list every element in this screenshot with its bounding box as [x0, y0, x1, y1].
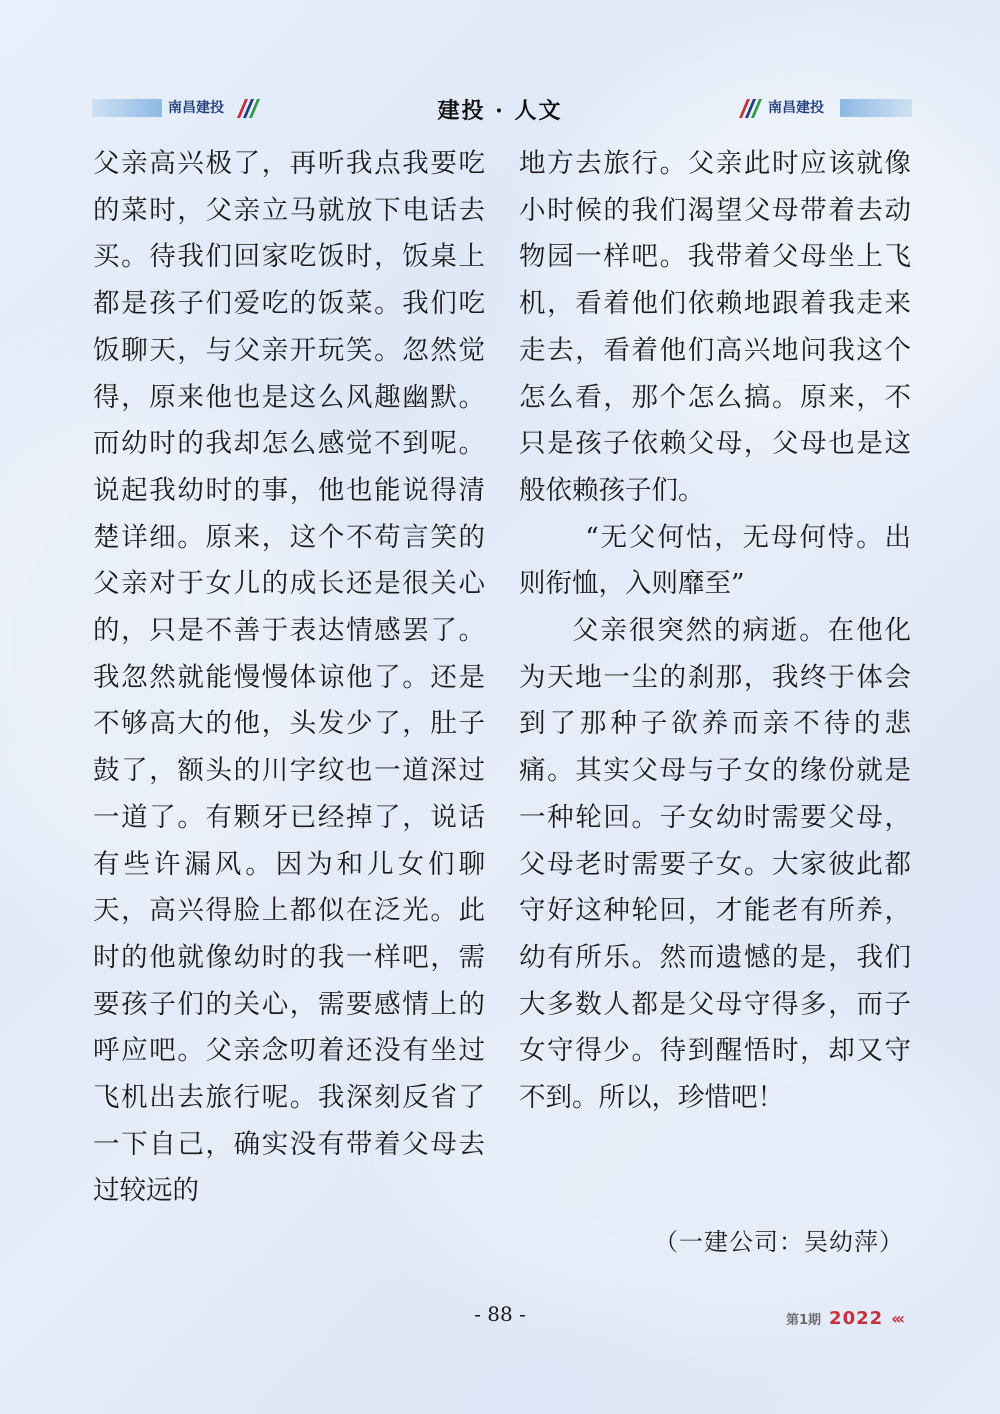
chevron-left-icon: ‹‹‹ — [891, 1308, 902, 1328]
issue-year: 2022 — [829, 1307, 884, 1329]
article-paragraph: 父亲高兴极了，再听我点我要吃的菜时，父亲立马就放下电话去买。待我们回家吃饭时，饭桌上都是孩子们爱吃的饭菜。我们吃饭聊天，与父亲开玩笑。忽然觉得，原来他也是这么风趣幽默。而幼时的我却怎么感觉不到呢。说起我幼时的事，他也能说得清楚详细。原来，这个不苟言笑的父亲对于女儿的成长还是很关心的，只是不善于表达情感罢了。我忽然就能慢慢体谅他了。还是不够高大的他，头发少了，肚子鼓了，额头的川字纹也一道深过一道了。有颗牙已经掉了，说话有些许漏风。因为和儿女们聊天，高兴得脸上都似在泛光。此时的他就像幼时的我一样吧，需要孩子们的关心，需要感情上的呼应吧。父亲念叨着还没有坐过飞机出去旅行呢。我深刻反省了一下自己，确实没有带着父母去过较远的 — [93, 148, 485, 1207]
article-quote: “无父何怙，无母何恃。出则衔恤，入则靡至” — [519, 521, 911, 600]
brand-logo-text: 南昌建投 — [768, 100, 824, 116]
brand-logo-right — [736, 96, 912, 120]
brand-logo-text: 南昌建投 — [168, 100, 224, 116]
brand-stripes-icon — [736, 96, 762, 120]
article-paragraph: 父亲很突然的病逝。在他化为天地一尘的刹那，我终于体会到了那种子欲养而亲不待的悲痛。其实父母与子女的缘份就是一种轮回。子女幼时需要父母，父母老时需要子女。大家彼此都守好这种轮回，才能老有所养，幼有所乐。然而遗憾的是，我们大多数人都是父母守得多，而子女守得少。待到醒悟时，却又守不到。所以，珍惜吧！ — [519, 615, 911, 1114]
section-title: 建投 · 人文 — [437, 98, 563, 124]
page-number: - 88 - — [474, 1302, 526, 1326]
page-header — [0, 88, 1000, 128]
author-signature: （一建公司：吴幼萍） — [654, 1228, 904, 1256]
issue-badge — [786, 1306, 902, 1330]
issue-label: 第1期 — [786, 1312, 822, 1328]
article-column-right — [519, 141, 911, 1122]
article-paragraph: 地方去旅行。父亲此时应该就像小时候的我们渴望父母带着去动物园一样吧。我带着父母坐上飞机，看着他们依赖地跟着我走来走去，看着他们高兴地问我这个怎么看，那个怎么搞。原来，不只是孩子依赖父母，父母也是这般依赖孩子们。 — [519, 148, 911, 506]
article-column-left — [93, 141, 485, 1215]
